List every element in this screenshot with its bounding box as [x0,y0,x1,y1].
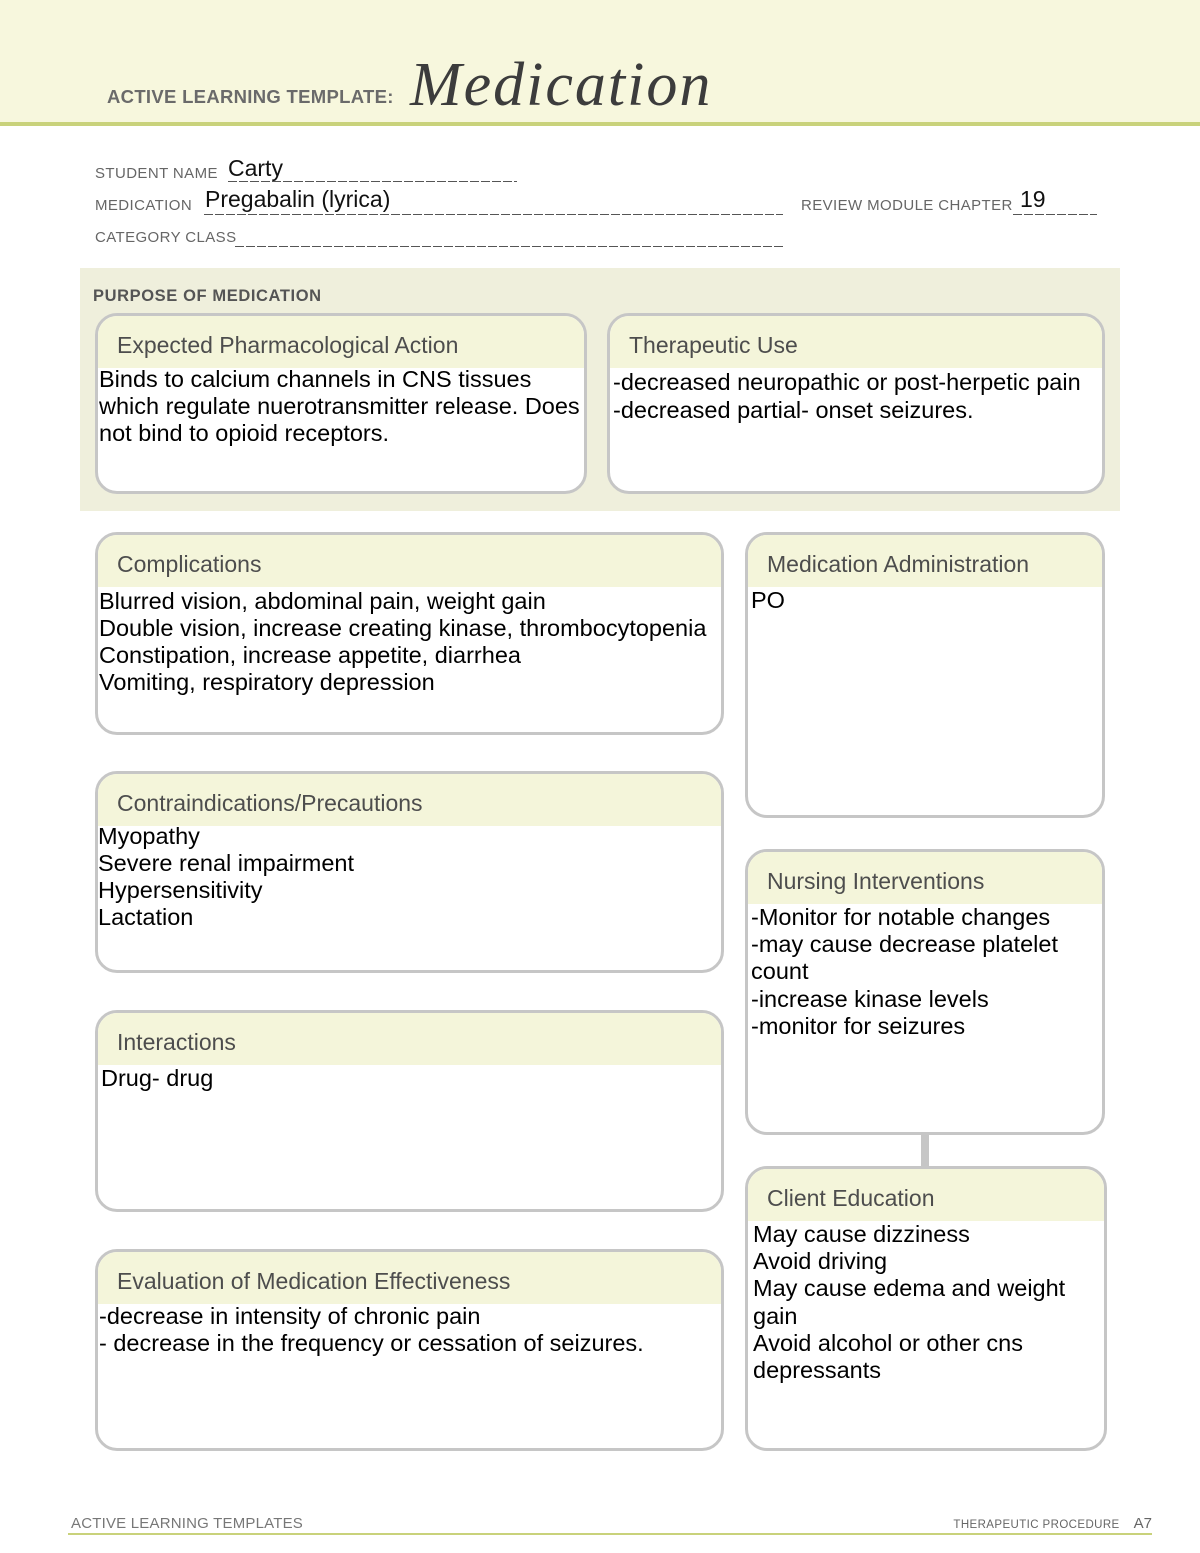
medication-label: MEDICATION [95,197,193,214]
text-line: -increase kinase levels [751,985,989,1012]
text-line: - decrease in the frequency or cessation of seizures. [99,1330,644,1356]
review-module-label: REVIEW MODULE CHAPTER [801,197,1013,214]
interactions-body [98,1065,721,1092]
box-header [98,1252,721,1304]
text-line: not bind to opioid receptors. [99,420,390,446]
client-education-title: Client Education [767,1185,935,1211]
text-line: Drug- drug [101,1065,214,1091]
box-connector [921,1134,929,1167]
text-line: -may cause decrease platelet [751,931,1058,958]
nursing-interventions-body [748,904,1102,1040]
expected-action-title: Expected Pharmacological Action [117,332,459,358]
text-line: Severe renal impairment [98,850,354,876]
page-number: A7 [1133,1515,1152,1532]
box-header [748,852,1102,904]
expected-action-body [98,366,584,447]
text-line: Vomiting, respiratory depression [99,669,435,695]
category-class-label: CATEGORY CLASS [95,229,237,246]
review-module-underline [1013,214,1097,215]
therapeutic-use-box [607,313,1105,494]
review-module-value: 19 [1020,186,1046,212]
category-class-underline [235,246,783,247]
box-header [98,774,721,826]
text-line: depressants [753,1357,882,1384]
medication-administration-box [745,532,1105,818]
text-line: Lactation [98,904,194,930]
box-header [98,535,721,587]
medication-value: Pregabalin (lyrica) [205,186,391,212]
box-header [610,316,1102,368]
box-header [98,1013,721,1065]
text-line: Myopathy [98,823,200,849]
evaluation-box [95,1249,724,1451]
client-education-body [748,1221,1104,1384]
contraindications-title: Contraindications/Precautions [117,790,423,816]
text-line: Binds to calcium channels in CNS tissues [99,366,532,392]
footer-section [953,1515,1152,1534]
text-line: Double vision, increase creating kinase, thrombocytopenia [99,615,707,641]
nursing-interventions-title: Nursing Interventions [767,868,985,894]
text-line: Hypersensitivity [98,877,263,903]
contraindications-body [98,823,721,931]
template-label: ACTIVE LEARNING TEMPLATE: [107,86,394,107]
header-accent-line [0,122,1200,126]
medication-underline [204,214,783,215]
text-line: -decrease in intensity of chronic pain [99,1303,481,1329]
footer-accent-line [68,1533,1152,1535]
text-line: -monitor for seizures [751,1012,966,1039]
box-header [748,535,1102,587]
interactions-box [95,1010,724,1212]
text-line: May cause dizziness [753,1221,970,1247]
complications-box [95,532,724,735]
text-line: gain [753,1302,798,1329]
text-line: Avoid alcohol or other cns [753,1329,1023,1356]
footer-title: ACTIVE LEARNING TEMPLATES [71,1515,303,1532]
evaluation-title: Evaluation of Medication Effectiveness [117,1268,511,1294]
student-name-underline [228,181,517,182]
box-header [98,316,584,368]
evaluation-body [98,1303,721,1357]
client-education-box [745,1166,1107,1451]
text-line: Avoid driving [753,1248,888,1275]
medication-administration-body [748,587,1102,614]
complications-title: Complications [117,551,262,577]
therapeutic-use-title: Therapeutic Use [629,332,798,358]
medication-administration-title: Medication Administration [767,551,1030,577]
footer-section-label: THERAPEUTIC PROCEDURE [953,1519,1120,1531]
text-line: which regulate nuerotransmitter release. Does [99,393,580,419]
student-name-label: STUDENT NAME [95,165,218,182]
complications-body [98,588,721,696]
text-line: Blurred vision, abdominal pain, weight gain [99,588,546,614]
text-line: PO [751,587,785,613]
nursing-interventions-box [745,849,1105,1135]
purpose-label: PURPOSE OF MEDICATION [93,287,322,305]
page-title: Medication [410,51,713,119]
contraindications-box [95,771,724,973]
text-line: count [751,958,809,985]
text-line: May cause edema and weight [753,1275,1066,1302]
interactions-title: Interactions [117,1029,236,1055]
text-line: -Monitor for notable changes [751,904,1051,930]
text-line: -decreased neuropathic or post-herpetic pain [613,369,1081,395]
text-line: -decreased partial- onset seizures. [613,397,974,423]
student-name-value: Carty [228,155,283,181]
box-header [748,1169,1104,1221]
expected-action-box [95,313,587,494]
therapeutic-use-body [610,368,1102,424]
text-line: Constipation, increase appetite, diarrhea [99,642,521,668]
